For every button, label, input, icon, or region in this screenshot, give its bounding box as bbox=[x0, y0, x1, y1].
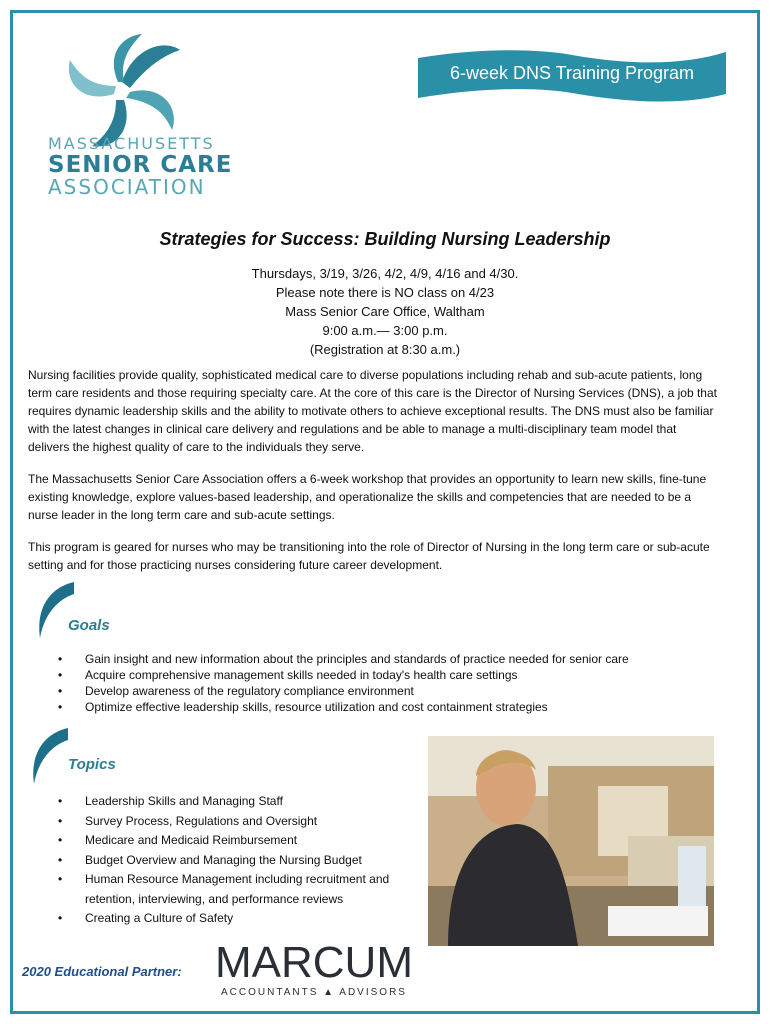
schedule-location: Mass Senior Care Office, Waltham bbox=[285, 304, 485, 319]
marcum-logo bbox=[214, 937, 414, 999]
schedule-registration: (Registration at 8:30 a.m.) bbox=[309, 342, 461, 357]
list-item: • Budget Overview and Managing the Nursing Budget bbox=[40, 851, 405, 871]
list-item: • Develop awareness of the regulatory compliance environment bbox=[40, 683, 730, 699]
list-item: • Leadership Skills and Managing Staff bbox=[40, 792, 405, 812]
logo-line-2: SENIOR CARE bbox=[48, 151, 233, 178]
association-name bbox=[48, 136, 232, 198]
schedule-note: Please note there is NO class on 4/23 bbox=[275, 285, 495, 300]
list-item: • Medicare and Medicaid Reimbursement bbox=[40, 831, 405, 851]
list-item: • Creating a Culture of Safety bbox=[40, 909, 405, 929]
workshop-paragraph: The Massachusetts Senior Care Association offers a 6-week workshop that provides an opportunity to learn new skills, fine-tune existing knowledge, explore values-based leadership, and operationalize the skills and competencies that are needed to be a nurse leader in the long term care and sub-acute settings. bbox=[28, 472, 707, 522]
nurse-photo bbox=[428, 736, 714, 946]
intro-paragraph: Nursing facilities provide quality, sophisticated medical care to diverse populations including rehab and sub-acute patients, long term care residents and those requiring specialty care. At the core of this care is the Director of Nursing Services (DNS), a job that requires dynamic leadership skills and the ability to motivate others to achieve exceptional results. The DNS must also be familiar with the latest changes in clinical care delivery and regulations and be able to manage a multi-disciplinary team model that delivers the highest quality of care to the individuals they serve. bbox=[28, 368, 717, 454]
schedule-info bbox=[0, 264, 770, 359]
partner-label: 2020 Educational Partner: bbox=[22, 964, 182, 979]
topics-list bbox=[40, 792, 405, 929]
topics-swoosh-icon bbox=[28, 728, 68, 784]
logo-line-3: ASSOCIATION bbox=[48, 174, 206, 199]
audience-paragraph: This program is geared for nurses who may be transitioning into the role of Director of Nursing in the long term care or sub-acute setting and for those practicing nurses considering future career development. bbox=[28, 540, 710, 572]
list-item: • Gain insight and new information about the principles and standards of practice needed for senior care bbox=[40, 651, 730, 667]
banner-title: 6-week DNS Training Program bbox=[449, 63, 695, 83]
topics-heading: Topics bbox=[68, 756, 116, 773]
goals-list bbox=[40, 651, 730, 715]
list-item: • Survey Process, Regulations and Oversight bbox=[40, 812, 405, 832]
list-item: • Acquire comprehensive management skills needed in today's health care settings bbox=[40, 667, 730, 683]
logo-line-1: MASSACHUSETTS bbox=[48, 134, 215, 153]
marcum-tagline: ACCOUNTANTS ▲ ADVISORS bbox=[221, 987, 407, 998]
list-item: • Optimize effective leadership skills, resource utilization and cost containment strategies bbox=[40, 699, 730, 715]
schedule-time: 9:00 a.m.— 3:00 p.m. bbox=[322, 323, 448, 338]
list-item: • Human Resource Management including recruitment and retention, interviewing, and performance reviews bbox=[40, 870, 405, 909]
marcum-name: MARCUM bbox=[215, 938, 413, 987]
goals-heading: Goals bbox=[68, 617, 110, 634]
schedule-dates: Thursdays, 3/19, 3/26, 4/2, 4/9, 4/16 and 4/30. bbox=[251, 266, 519, 281]
page-title: Strategies for Success: Building Nursing Leadership bbox=[159, 229, 611, 249]
